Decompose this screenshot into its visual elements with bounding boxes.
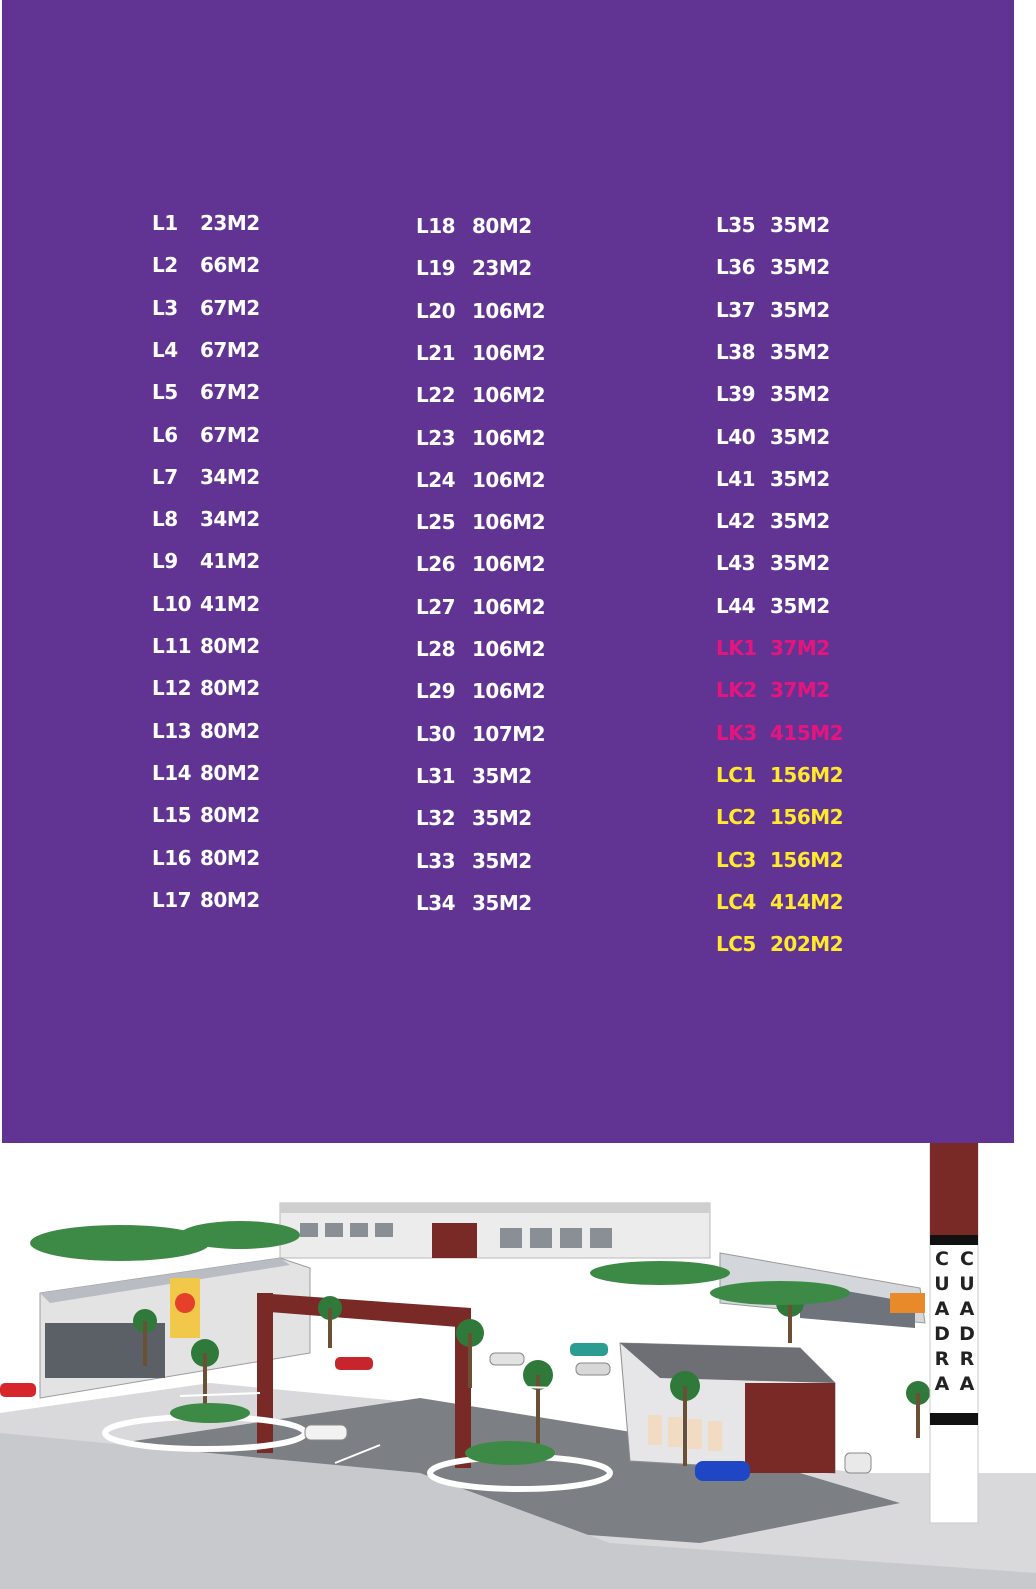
unit-area: 34M2 bbox=[200, 464, 260, 489]
unit-code: L25 bbox=[416, 510, 456, 535]
unit-area: 35M2 bbox=[472, 806, 532, 831]
unit-row bbox=[416, 679, 676, 709]
unit-area: 23M2 bbox=[472, 256, 532, 281]
unit-code: L9 bbox=[152, 549, 178, 574]
unit-row bbox=[152, 592, 412, 622]
unit-row bbox=[716, 213, 976, 243]
unit-code: L3 bbox=[152, 295, 178, 320]
unit-area: 106M2 bbox=[472, 467, 546, 492]
unit-area: 106M2 bbox=[472, 383, 546, 408]
unit-code: L6 bbox=[152, 422, 178, 447]
unit-code: L18 bbox=[416, 214, 456, 238]
unit-row bbox=[716, 932, 976, 962]
unit-code: L16 bbox=[152, 845, 192, 870]
unit-row bbox=[152, 719, 412, 749]
unit-code: L11 bbox=[152, 634, 192, 658]
unit-area: 35M2 bbox=[770, 466, 830, 491]
svg-text:C: C bbox=[935, 1248, 949, 1270]
unit-code: LK2 bbox=[716, 678, 757, 703]
unit-area: 156M2 bbox=[770, 847, 844, 872]
unit-code: L36 bbox=[716, 255, 756, 280]
unit-row bbox=[152, 423, 412, 453]
unit-row bbox=[716, 890, 976, 920]
unit-code: L1 bbox=[152, 211, 178, 235]
unit-code: L24 bbox=[416, 467, 456, 492]
unit-area: 106M2 bbox=[472, 340, 546, 365]
unit-area: 80M2 bbox=[200, 803, 260, 828]
unit-row bbox=[416, 383, 676, 413]
unit-code: L33 bbox=[416, 848, 456, 873]
unit-row bbox=[416, 891, 676, 921]
unit-row bbox=[716, 805, 976, 835]
unit-area: 80M2 bbox=[200, 634, 260, 658]
unit-area: 80M2 bbox=[200, 676, 260, 701]
unit-row bbox=[416, 256, 676, 286]
unit-area: 106M2 bbox=[472, 510, 546, 535]
unit-code: L14 bbox=[152, 760, 192, 785]
unit-row bbox=[152, 380, 412, 410]
unit-row bbox=[416, 426, 676, 456]
svg-text:D: D bbox=[959, 1323, 975, 1345]
unit-row bbox=[716, 255, 976, 285]
svg-text:A: A bbox=[934, 1298, 950, 1320]
unit-code: L23 bbox=[416, 425, 456, 450]
unit-row bbox=[416, 806, 676, 836]
unit-area: 80M2 bbox=[472, 214, 532, 238]
unit-row bbox=[416, 764, 676, 794]
unit-row bbox=[416, 510, 676, 540]
unit-code: LC1 bbox=[716, 762, 756, 787]
unit-code: L28 bbox=[416, 637, 456, 661]
unit-area: 35M2 bbox=[472, 848, 532, 873]
unit-code: L35 bbox=[716, 213, 756, 237]
unit-code: LC2 bbox=[716, 805, 756, 830]
unit-area: 106M2 bbox=[472, 298, 546, 323]
unit-row bbox=[416, 468, 676, 498]
unit-code: L8 bbox=[152, 507, 178, 532]
unit-area: 67M2 bbox=[200, 380, 260, 405]
unit-code: L37 bbox=[716, 297, 756, 322]
unit-row bbox=[716, 848, 976, 878]
unit-code: L21 bbox=[416, 340, 456, 365]
unit-row bbox=[716, 340, 976, 370]
unit-area: 202M2 bbox=[770, 932, 844, 957]
unit-area: 156M2 bbox=[770, 805, 844, 830]
unit-code: LC4 bbox=[716, 889, 756, 914]
unit-row bbox=[152, 338, 412, 368]
unit-area: 156M2 bbox=[770, 762, 844, 787]
unit-row bbox=[716, 382, 976, 412]
unit-row bbox=[416, 299, 676, 329]
unit-code: L19 bbox=[416, 256, 456, 281]
unit-code: L2 bbox=[152, 253, 178, 278]
unit-row bbox=[716, 551, 976, 581]
unit-code: L30 bbox=[416, 721, 456, 746]
svg-text:U: U bbox=[934, 1273, 950, 1295]
unit-area: 106M2 bbox=[472, 425, 546, 450]
unit-code: L41 bbox=[716, 466, 756, 491]
svg-text:U: U bbox=[959, 1273, 975, 1295]
unit-row bbox=[716, 636, 976, 666]
unit-code: L34 bbox=[416, 890, 456, 915]
unit-area: 35M2 bbox=[770, 297, 830, 322]
unit-code: L26 bbox=[416, 552, 456, 577]
unit-code: L39 bbox=[716, 382, 756, 407]
unit-area: 67M2 bbox=[200, 295, 260, 320]
unit-code: L7 bbox=[152, 464, 178, 489]
unit-row bbox=[152, 846, 412, 876]
unit-code: L29 bbox=[416, 679, 456, 704]
unit-row bbox=[416, 552, 676, 582]
svg-text:A: A bbox=[959, 1373, 975, 1395]
svg-text:D: D bbox=[934, 1323, 950, 1345]
unit-area: 107M2 bbox=[472, 721, 546, 746]
unit-code: L42 bbox=[716, 509, 756, 534]
svg-text:A: A bbox=[959, 1298, 975, 1320]
unit-area: 106M2 bbox=[472, 637, 546, 661]
unit-area: 80M2 bbox=[200, 845, 260, 870]
unit-code: LK3 bbox=[716, 720, 757, 745]
unit-row bbox=[152, 634, 412, 664]
unit-code: L38 bbox=[716, 339, 756, 364]
unit-row bbox=[716, 721, 976, 751]
unit-row bbox=[716, 467, 976, 497]
unit-row bbox=[716, 298, 976, 328]
shopping-center-rendering bbox=[0, 1143, 1036, 1589]
unit-row bbox=[152, 803, 412, 833]
unit-area: 35M2 bbox=[770, 382, 830, 407]
unit-area: 35M2 bbox=[770, 509, 830, 534]
unit-area: 80M2 bbox=[200, 887, 260, 912]
unit-code: L31 bbox=[416, 763, 456, 788]
unit-area: 35M2 bbox=[770, 551, 830, 576]
svg-text:C: C bbox=[960, 1248, 974, 1270]
unit-row bbox=[416, 214, 676, 244]
unit-area: 106M2 bbox=[472, 552, 546, 577]
unit-area: 67M2 bbox=[200, 337, 260, 362]
unit-code: L22 bbox=[416, 383, 456, 408]
unit-code: L12 bbox=[152, 676, 192, 701]
unit-list-panel bbox=[2, 0, 1014, 1143]
unit-code: L5 bbox=[152, 380, 178, 405]
svg-text:A: A bbox=[934, 1373, 950, 1395]
unit-row bbox=[152, 465, 412, 495]
unit-code: L32 bbox=[416, 806, 456, 831]
unit-area: 35M2 bbox=[770, 424, 830, 449]
unit-row bbox=[416, 722, 676, 752]
unit-code: L43 bbox=[716, 551, 756, 576]
unit-row bbox=[416, 595, 676, 625]
unit-code: LK1 bbox=[716, 636, 757, 660]
unit-row bbox=[716, 763, 976, 793]
unit-row bbox=[152, 549, 412, 579]
unit-code: L10 bbox=[152, 591, 192, 616]
unit-code: L27 bbox=[416, 594, 456, 619]
unit-area: 66M2 bbox=[200, 253, 260, 278]
unit-row bbox=[152, 761, 412, 791]
unit-row bbox=[152, 888, 412, 918]
unit-area: 67M2 bbox=[200, 422, 260, 447]
unit-area: 34M2 bbox=[200, 507, 260, 532]
unit-area: 35M2 bbox=[770, 339, 830, 364]
unit-row bbox=[716, 678, 976, 708]
unit-area: 415M2 bbox=[770, 720, 844, 745]
unit-area: 37M2 bbox=[770, 636, 830, 660]
unit-area: 35M2 bbox=[770, 213, 830, 237]
unit-row bbox=[416, 341, 676, 371]
unit-area: 37M2 bbox=[770, 678, 830, 703]
unit-area: 106M2 bbox=[472, 594, 546, 619]
unit-code: LC5 bbox=[716, 932, 756, 957]
unit-row bbox=[716, 594, 976, 624]
unit-area: 80M2 bbox=[200, 760, 260, 785]
unit-code: L4 bbox=[152, 337, 178, 362]
unit-row bbox=[416, 637, 676, 667]
unit-row bbox=[152, 296, 412, 326]
unit-area: 35M2 bbox=[472, 763, 532, 788]
unit-area: 35M2 bbox=[472, 890, 532, 915]
unit-code: L17 bbox=[152, 887, 192, 912]
unit-area: 23M2 bbox=[200, 211, 260, 235]
unit-code: L20 bbox=[416, 298, 456, 323]
unit-area: 414M2 bbox=[770, 889, 844, 914]
unit-code: LC3 bbox=[716, 847, 756, 872]
unit-area: 35M2 bbox=[770, 255, 830, 280]
unit-row bbox=[416, 849, 676, 879]
unit-code: L40 bbox=[716, 424, 756, 449]
unit-area: 41M2 bbox=[200, 591, 260, 616]
unit-area: 106M2 bbox=[472, 679, 546, 704]
unit-code: L13 bbox=[152, 718, 192, 743]
unit-row bbox=[152, 253, 412, 283]
unit-area: 35M2 bbox=[770, 593, 830, 618]
svg-text:R: R bbox=[934, 1348, 950, 1370]
unit-area: 80M2 bbox=[200, 718, 260, 743]
unit-code: L15 bbox=[152, 803, 192, 828]
unit-row bbox=[152, 507, 412, 537]
unit-row bbox=[152, 676, 412, 706]
unit-area: 41M2 bbox=[200, 549, 260, 574]
unit-code: L44 bbox=[716, 593, 756, 618]
svg-text:R: R bbox=[959, 1348, 975, 1370]
unit-row bbox=[152, 211, 412, 241]
unit-row bbox=[716, 509, 976, 539]
unit-row bbox=[716, 425, 976, 455]
